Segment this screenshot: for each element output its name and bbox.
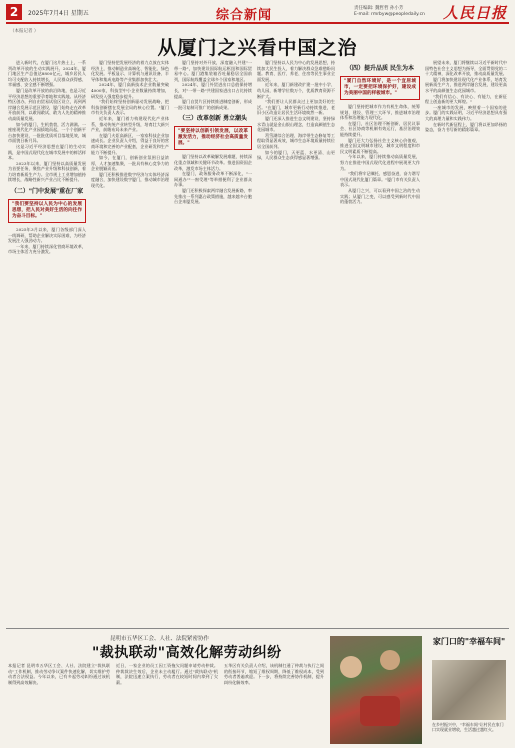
newspaper-logo: 人民日报 [442, 4, 507, 22]
article-column-2 [91, 60, 169, 622]
paragraph: "我们有信心、有决心、有能力，在新征程上创造新的更大辉煌。" [425, 93, 507, 105]
bottom-news-photo [330, 636, 422, 744]
paragraph: 筼筜湖综合治理、海岸带生态修复等工程取得显著成效，城市生态环境质量持续位居全国前列。 [257, 132, 335, 149]
photo-figure [340, 656, 362, 678]
paragraph: 从厦门之兴，可以看到中国之治的生动实践；从厦门之变，可以感受到新时代中国的蓬勃活力。 [340, 187, 420, 205]
paragraph: 厦门将加快建设现代化产业体系，培育发展新质生产力，推进两岸融合发展，建设更高水平的高颜值生态花园城市。 [425, 76, 507, 93]
paragraph: 如今的厦门，生机勃勃，活力满满。一座座现代化产业园拔地而起，一个个创新平台加快建设，一批批优质项目落地见效，城市面貌日新月异。 [8, 121, 86, 144]
quote-callout: "要坚持以创新引领发展，以改革激发活力，推动经济社会高质量发展。" [174, 126, 252, 150]
paragraph: 厦门还大力弘扬社会主义核心价值观，推进全国文明城市建设，城市文明程度和市民文明素质不断提高。 [340, 137, 420, 154]
byline: （本报记者 ） [10, 29, 39, 34]
article-column-1 [8, 60, 86, 622]
photo-produce [360, 696, 400, 726]
bottom-column-2: 近日，一家企业的员工因工资拖欠问题申请劳动仲裁。仲裁裁决生效后，企业未主动履行。通过"裁执联动"机制，法院迅速立案执行，劳动者在较短时间内拿到了欠薪。 [116, 663, 218, 685]
bottom-kicker: 昆明市五华区工会、人社、法院紧密协作 [110, 636, 210, 642]
quote-callout: "我们要坚持以人民为中心的发展思想，把人民对美好生活的向往作为奋斗目标。" [8, 199, 86, 223]
paragraph: 厦门是改革开放的前沿阵地，也是习近平经济思想的重要孕育地和实践地。从经济特区创办，到自由贸易试验区设立，再到两岸融合发展示范区建设，厦门始终走在改革开放前列，以敢闯敢试、敢为人先的精神推动高质量发展。 [8, 87, 86, 121]
side-story-text: 在乡村振兴中，"幸福车间"让村民在家门口实现就业增收，生活越过越红火。 [432, 722, 504, 733]
paragraph: 厦门坚持对外开放，深度融入共建"一带一路"，加快建设国际航运枢纽和国际贸易中心。厦门港集装箱吞吐量稳居全国前列，国际航线覆盖全球多个国家和地区。 [174, 60, 252, 82]
paragraph: 厦门坚持把发展经济的着力点放在实体经济上，推动制造业高端化、智能化、绿色化发展。平板显示、计算机与通讯设备、半导体和集成电路等产业集群加快壮大。 [91, 60, 169, 82]
paragraph: 厦门还积极推进数字经济与实体经济深度融合，加快建设数字厦门，推动城市治理现代化。 [91, 171, 169, 189]
paragraph: 厦门坚持以人民为中心的发展思想，持续加大民生投入，着力解决群众急难愁盼问题。教育、医疗、养老、住房等民生事业全面发展。 [257, 60, 335, 82]
paragraph: 如今，在厦门，创新创业氛围日益浓厚，人才加速集聚，一批具有核心竞争力的企业脱颖而出。 [91, 155, 169, 172]
paragraph: 进入新时代，在厦门这片热土上，一系列改革开放的生动实践展开。2024年，厦门地区生产总值达8800亿元，城乡居民人均可支配收入持续增长，人民群众获得感、幸福感、安全感不断增强。 [8, 60, 86, 88]
paragraph: 这是习近平经济思想在厦门的生动实践，是中国式现代化在城市发展中的鲜活样本。 [8, 143, 86, 161]
paragraph: 2023年以来，厦门坚持以高质量发展为首要任务，聚焦产业升级和科技创新，着力培育新质生产力。全市规上工业增加值持续增长，战略性新兴产业占比不断提升。 [8, 160, 86, 183]
bottom-column-1: 本报记者 昆明市五华区工会、人社、法院建立"裁执联动"工作机制，推动劳动争议案件快速化解，切实维护劳动者合法权益。今年以来，已有多起劳动纠纷通过该机制得到高效解决。 [8, 663, 110, 685]
paragraph: 2024年，厦门外贸进出口总值保持增长，对"一带一路"共建国家进出口占比持续提高。 [174, 82, 252, 99]
paragraph: "我们将牢记嘱托、感恩奋进，奋力谱写中国式现代化厦门篇章。"厦门市有关负责人表示。 [340, 171, 420, 188]
paragraph: 今年以来，厦门持续推动高质量发展，努力在推进中国式现代化进程中展现更大作为。 [340, 154, 420, 171]
paragraph: 厦门还积极探索两岸融合发展新路，率先推出一系列惠台政策措施，越来越多台胞台企来厦发展。 [174, 187, 252, 205]
paragraph: 厦门坚持把城市作为有机生命体，统筹规划、建设、管理三大环节，推进城市治理体系和治理能力现代化。 [340, 104, 420, 121]
page-number: 2 [6, 4, 22, 20]
paragraph: 2024年，厦门高新技术企业数量突破4000家，科技型中小企业数量持续增加，研发投入强度稳步提升。 [91, 82, 169, 99]
paragraph: 在厦门，社区治理不断创新，居民议事会、社区协商等机制有效运行，基层治理效能持续提升。 [340, 120, 420, 137]
paragraph: 近年来，厦门着力构建现代化产业体系，推动传统产业转型升级，培育壮大新兴产业，前瞻布局未来产业。 [91, 115, 169, 133]
paragraph: 厦门自贸片区持续推进制度创新，形成一批可复制可推广的创新成果。 [174, 99, 252, 110]
section-title: 综合新闻 [216, 8, 273, 23]
editor-credits [354, 6, 425, 18]
subheading: （四）提升品质 民生为本 [345, 65, 415, 72]
paragraph: 如今的厦门，天更蓝、水更清、山更绿，人民群众生态获得感显著增强。 [257, 149, 335, 161]
publication-date: 2025年7月4日 星期五 [28, 10, 89, 17]
paragraph: 在厦门火炬高新区，一家家科技企业加速成长。企业负责人介绍，得益于良好的营商环境和完善的产业配套，企业研发和生产能力不断提升。 [91, 132, 169, 155]
paragraph: 一年来，厦门持续深化营商环境改革，市场主体活力充分激发。 [8, 243, 86, 255]
quote-callout: "厦门自然环境好，是一个宜居城市，一定要把环境保护好，建设成为美丽中国的样板城市。" [340, 76, 420, 100]
paragraph: 一座城市的发展，映照着一个国家的进步。厦门的实践证明，习近平经济思想具有强大的真理力量和实践伟力。 [425, 104, 507, 121]
article-column-6 [425, 60, 507, 622]
article-column-5 [340, 60, 420, 622]
paragraph: "我们始终坚持创新驱动发展战略，把科技创新摆在发展全局的核心位置。"厦门市有关负责人表示。 [91, 99, 169, 116]
page-header [6, 4, 509, 24]
paragraph: 在新时代新征程上，厦门将以更加昂扬的姿态，奋力书写新的精彩篇章。 [425, 121, 507, 133]
paragraph: 展望未来，厦门将继续以习近平新时代中国特色社会主义思想为指导，全面贯彻党的二十大精神，深化改革开放，推动高质量发展。 [425, 60, 507, 77]
paragraph: 厦门还深入推进生态文明建设，坚持绿水青山就是金山银山理念，打造高颜值生态花园城市。 [257, 115, 335, 133]
article-column-4 [257, 60, 335, 622]
side-story-photo [432, 660, 506, 720]
paragraph: 近年来，厦门新建改扩建一批中小学、幼儿园，新增学位数万个，优质教育资源不断扩大。 [257, 82, 335, 99]
bottom-headline: "裁执联动"高效化解劳动纠纷 [92, 645, 282, 661]
main-headline: 从厦门之兴看中国之治 [157, 37, 358, 59]
paragraph: 2025年3月以来，厦门各级部门深入一线调研，帮助企业解决实际困难，为经济发展注入强劲动力。 [8, 227, 86, 244]
subheading: （二）"门中发展"重在厂家 [10, 188, 84, 196]
paragraph: "我们要让人民群众过上更加美好的生活。"在厦门，城市更新行动持续推进，老旧小区改造让居民生活环境焕然一新。 [257, 99, 335, 116]
editor-email: E-mail: rmrbyw@peopledaily.cn [354, 12, 425, 17]
bottom-column-3: 五华区有关负责人介绍，该机制打通了仲裁与执行之间的衔接环节，缩短了维权周期，降低了维权成本，受到劳动者普遍欢迎。下一步，将持续完善协作机制，提升纠纷化解效率。 [224, 663, 324, 685]
subheading: （三）改革创新 勇立潮头 [178, 115, 248, 123]
paragraph: 厦门坚持以改革破解发展难题，持续深化重点领域和关键环节改革。推进国资国企改革，激发市场主体活力。 [174, 154, 252, 171]
paragraph: 在厦门，政务服务改革不断深化，"一网通办""一窗受理"等举措便利了企业群众办事。 [174, 171, 252, 188]
editor-names: 责任编辑: 魏哲哲 孙小芳 [354, 6, 404, 11]
section-divider [6, 628, 509, 629]
photo-figure [380, 650, 400, 670]
article-column-3 [174, 60, 252, 622]
side-story-title: 家门口的"幸福车间" [432, 636, 506, 646]
